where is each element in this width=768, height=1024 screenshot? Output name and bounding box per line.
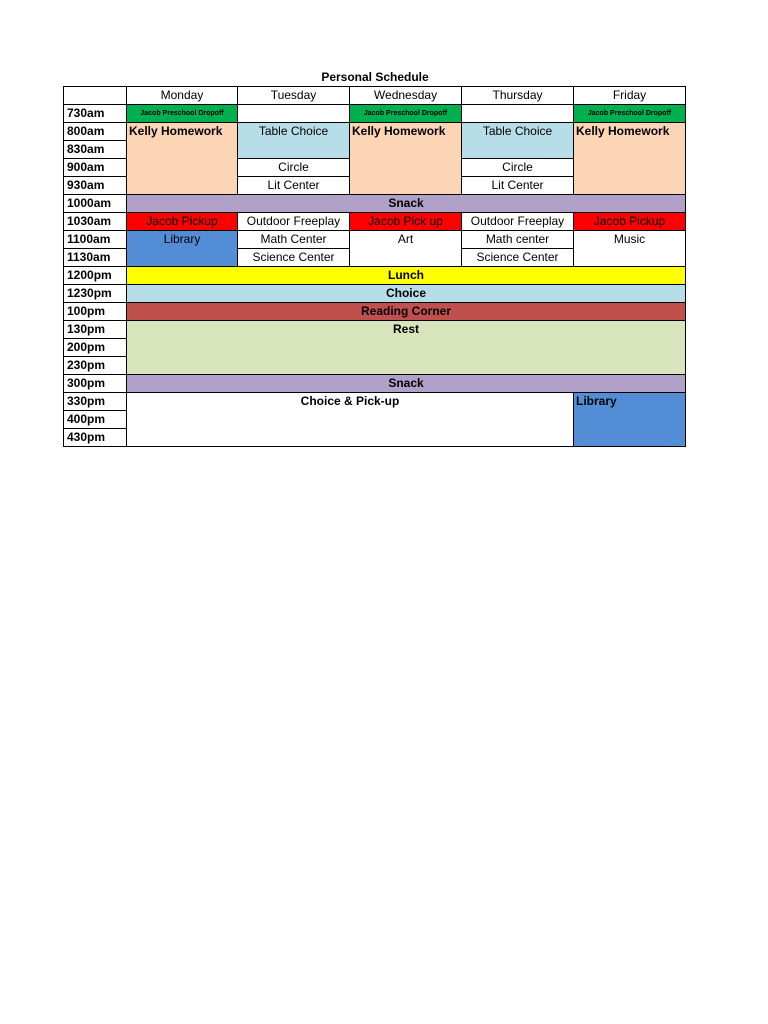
event-cell: Lit Center	[462, 177, 574, 195]
event-cell: Jacob Preschool Dropoff	[350, 105, 462, 123]
table-row	[64, 285, 686, 303]
day-header-tuesday: Tuesday	[238, 87, 350, 105]
table-row	[64, 393, 686, 411]
event-cell: Jacob Preschool Dropoff	[127, 105, 238, 123]
event-cell: Kelly Homework	[574, 123, 686, 195]
event-cell: Jacob Pickup	[574, 213, 686, 231]
event-cell: Circle	[238, 159, 350, 177]
table-row	[64, 105, 686, 123]
event-cell: Lit Center	[238, 177, 350, 195]
time-label: 400pm	[64, 411, 127, 429]
event-cell: Table Choice	[462, 123, 574, 159]
event-cell: Jacob Pickup	[127, 213, 238, 231]
time-label: 800am	[64, 123, 127, 141]
event-cell: Reading Corner	[127, 303, 686, 321]
event-cell: Table Choice	[238, 123, 350, 159]
event-cell: Choice & Pick-up	[127, 393, 574, 447]
event-cell: Science Center	[238, 249, 350, 267]
day-header-thursday: Thursday	[462, 87, 574, 105]
time-label: 1000am	[64, 195, 127, 213]
event-cell: Jacob Preschool Dropoff	[574, 105, 686, 123]
table-row	[64, 321, 686, 339]
event-cell: Choice	[127, 285, 686, 303]
event-cell: Science Center	[462, 249, 574, 267]
time-label: 930am	[64, 177, 127, 195]
event-cell: Kelly Homework	[127, 123, 238, 195]
table-row	[64, 375, 686, 393]
time-label: 230pm	[64, 357, 127, 375]
schedule-table	[63, 86, 686, 447]
time-label: 130pm	[64, 321, 127, 339]
page-title: Personal Schedule	[321, 70, 429, 84]
table-row	[64, 231, 686, 249]
event-cell: Outdoor Freeplay	[462, 213, 574, 231]
time-label: 300pm	[64, 375, 127, 393]
time-label: 730am	[64, 105, 127, 123]
day-header-friday: Friday	[574, 87, 686, 105]
table-row	[64, 195, 686, 213]
corner-cell	[64, 87, 127, 105]
header-row	[64, 87, 686, 105]
event-cell: Art	[350, 231, 462, 267]
time-label: 1200pm	[64, 267, 127, 285]
empty-cell	[238, 105, 350, 123]
event-cell: Jacob Pick up	[350, 213, 462, 231]
event-cell: Rest	[127, 321, 686, 375]
time-label: 100pm	[64, 303, 127, 321]
event-cell: Lunch	[127, 267, 686, 285]
event-cell: Snack	[127, 375, 686, 393]
time-label: 830am	[64, 141, 127, 159]
time-label: 430pm	[64, 429, 127, 447]
day-header-monday: Monday	[127, 87, 238, 105]
event-cell: Music	[574, 231, 686, 267]
table-row	[64, 303, 686, 321]
time-label: 200pm	[64, 339, 127, 357]
time-label: 1130am	[64, 249, 127, 267]
time-label: 1100am	[64, 231, 127, 249]
time-label: 1030am	[64, 213, 127, 231]
table-row	[64, 267, 686, 285]
event-cell: Library	[574, 393, 686, 447]
event-cell: Library	[127, 231, 238, 267]
day-header-wednesday: Wednesday	[350, 87, 462, 105]
event-cell: Snack	[127, 195, 686, 213]
time-label: 900am	[64, 159, 127, 177]
time-label: 1230pm	[64, 285, 127, 303]
time-label: 330pm	[64, 393, 127, 411]
event-cell: Outdoor Freeplay	[238, 213, 350, 231]
table-row	[64, 123, 686, 141]
event-cell: Math Center	[238, 231, 350, 249]
event-cell: Math center	[462, 231, 574, 249]
event-cell: Circle	[462, 159, 574, 177]
table-row	[64, 213, 686, 231]
empty-cell	[462, 105, 574, 123]
event-cell: Kelly Homework	[350, 123, 462, 195]
